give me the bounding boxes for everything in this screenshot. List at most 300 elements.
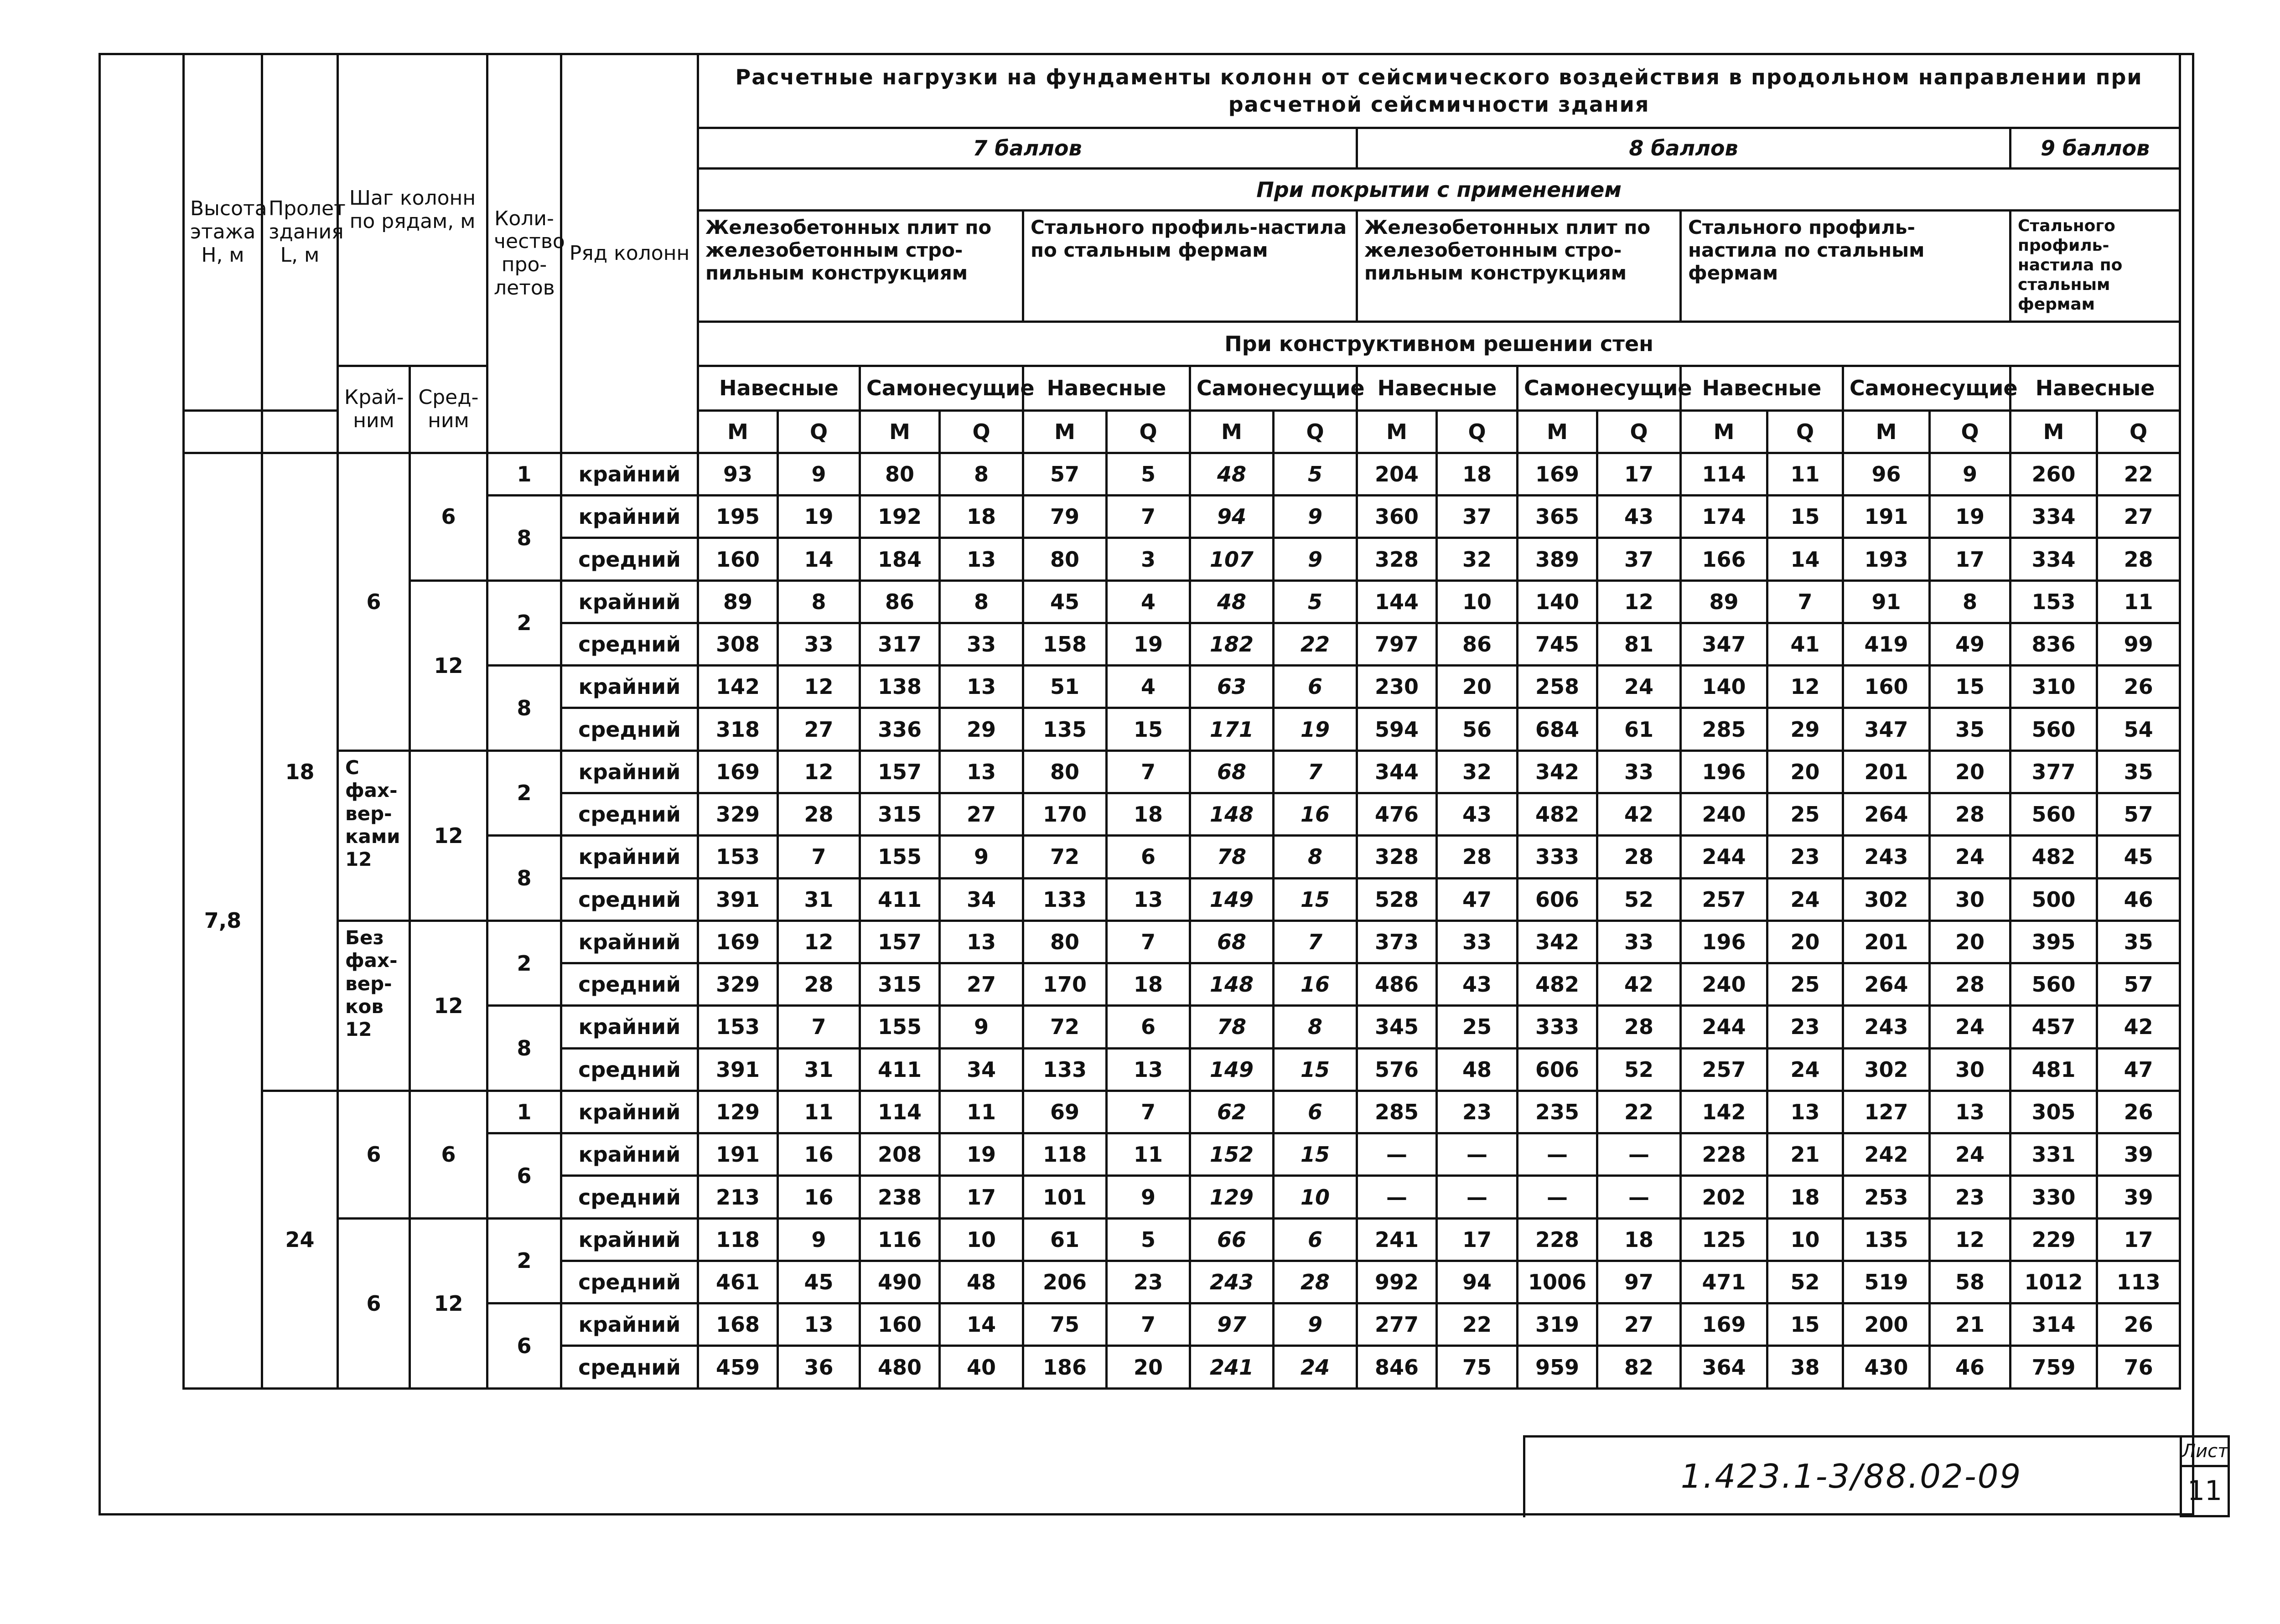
wall-type-2: Самонесущие <box>860 366 1023 410</box>
m-value: 606 <box>1518 878 1597 921</box>
span-24-value: 24 <box>262 1091 338 1388</box>
m-value: 170 <box>1023 793 1107 835</box>
m-value: 78 <box>1190 836 1274 878</box>
q-value: 29 <box>1767 708 1843 750</box>
q-value: 24 <box>1767 1048 1843 1091</box>
m-value: 240 <box>1681 963 1767 1006</box>
q-value: 18 <box>1107 793 1190 835</box>
q-value: 24 <box>1274 1346 1357 1389</box>
q-value: 24 <box>1930 836 2011 878</box>
q-value: 18 <box>1437 453 1518 495</box>
m-value: 377 <box>2011 750 2097 793</box>
m-value: 169 <box>1518 453 1597 495</box>
m-value: 329 <box>698 793 778 835</box>
q-value: 26 <box>2097 1091 2180 1133</box>
q-value: 24 <box>1930 1006 2011 1048</box>
m-value: 160 <box>860 1303 940 1346</box>
q-value: 27 <box>940 793 1023 835</box>
sheet-box <box>2180 1435 2230 1517</box>
m-value: 314 <box>2011 1303 2097 1346</box>
m-value: 202 <box>1681 1176 1767 1218</box>
m-value: 204 <box>1357 453 1437 495</box>
m-value: 480 <box>860 1346 940 1389</box>
q-value: 8 <box>1274 1006 1357 1048</box>
q-value: 5 <box>1274 453 1357 495</box>
q-value: 45 <box>778 1261 860 1303</box>
wall-type-5: Навесные <box>1357 366 1518 410</box>
step-header: Шаг колонн по рядам, м <box>338 54 487 366</box>
q-value: 47 <box>2097 1048 2180 1091</box>
q-value: 33 <box>1597 921 1681 963</box>
column-row-type: средний <box>561 1048 698 1091</box>
q-value: 34 <box>940 1048 1023 1091</box>
m-value: 118 <box>1023 1133 1107 1176</box>
q-value: 35 <box>2097 750 2180 793</box>
step-mid-12-b: 12 <box>410 750 487 921</box>
m-value: 342 <box>1518 750 1597 793</box>
q-value: 58 <box>1930 1261 2011 1303</box>
q-value: 9 <box>940 836 1023 878</box>
m-value: 411 <box>860 1048 940 1091</box>
q-value: 46 <box>2097 878 2180 921</box>
q-value: 7 <box>1767 580 1843 623</box>
q-value: 31 <box>778 1048 860 1091</box>
m-value: 186 <box>1023 1346 1107 1389</box>
q-value: 12 <box>778 750 860 793</box>
q-value: 18 <box>1767 1176 1843 1218</box>
q-value: 16 <box>778 1176 860 1218</box>
q-value: 27 <box>1597 1303 1681 1346</box>
q-value: 40 <box>940 1346 1023 1389</box>
q-value: 15 <box>1274 1133 1357 1176</box>
q-value: 17 <box>1930 538 2011 580</box>
m-value: 243 <box>1843 1006 1930 1048</box>
load-table <box>182 53 2181 1390</box>
q-value: 17 <box>1437 1218 1518 1261</box>
m-value: 253 <box>1843 1176 1930 1218</box>
m-value: 959 <box>1518 1346 1597 1389</box>
q-value: 12 <box>1767 666 1843 708</box>
m-value: 89 <box>1681 580 1767 623</box>
m-value: 459 <box>698 1346 778 1389</box>
m-value: 560 <box>2011 708 2097 750</box>
q-value: — <box>1437 1133 1518 1176</box>
m-value: 334 <box>2011 538 2097 580</box>
q-header: Q <box>1930 410 2011 453</box>
m-value: 142 <box>698 666 778 708</box>
m-value: 481 <box>2011 1048 2097 1091</box>
q-value: 34 <box>940 878 1023 921</box>
q-value: 13 <box>940 666 1023 708</box>
m-value: 144 <box>1357 580 1437 623</box>
q-value: 30 <box>1930 1048 2011 1091</box>
q-value: 8 <box>778 580 860 623</box>
m-value: 846 <box>1357 1346 1437 1389</box>
q-value: 15 <box>1930 666 2011 708</box>
q-value: 9 <box>1107 1176 1190 1218</box>
q-value: 7 <box>778 836 860 878</box>
q-header: Q <box>1437 410 1518 453</box>
m-value: 142 <box>1681 1091 1767 1133</box>
m-value: 196 <box>1681 750 1767 793</box>
q-value: 23 <box>1767 836 1843 878</box>
q-value: 8 <box>940 453 1023 495</box>
m-value: 170 <box>1023 963 1107 1006</box>
m-value: 45 <box>1023 580 1107 623</box>
cover-group-1: Железобетонных плит по железобетонным стро-пильным конструкциям <box>698 210 1023 321</box>
m-value: 184 <box>860 538 940 580</box>
m-value: 745 <box>1518 623 1597 665</box>
m-value: 500 <box>2011 878 2097 921</box>
m-value: 560 <box>2011 793 2097 835</box>
m-value: 576 <box>1357 1048 1437 1091</box>
m-value: 149 <box>1190 878 1274 921</box>
h-unit-spacer <box>184 410 262 453</box>
m-value: 166 <box>1681 538 1767 580</box>
m-value: 135 <box>1843 1218 1930 1261</box>
m-value: 201 <box>1843 921 1930 963</box>
step-mid-12-c: 12 <box>410 921 487 1091</box>
m-value: 594 <box>1357 708 1437 750</box>
m-value: 153 <box>698 836 778 878</box>
m-value: 157 <box>860 921 940 963</box>
m-value: 302 <box>1843 1048 1930 1091</box>
m-value: 155 <box>860 1006 940 1048</box>
q-value: 18 <box>940 496 1023 538</box>
m-value: 285 <box>1681 708 1767 750</box>
q-value: 43 <box>1437 963 1518 1006</box>
m-value: 138 <box>860 666 940 708</box>
step-edge-6-b: 6 <box>338 1091 410 1218</box>
q-value: — <box>1437 1176 1518 1218</box>
document-code: 1.423.1-3/88.02-09 <box>1680 1457 2022 1495</box>
q-header: Q <box>1597 410 1681 453</box>
m-value: 476 <box>1357 793 1437 835</box>
m-value: 129 <box>698 1091 778 1133</box>
q-value: 11 <box>940 1091 1023 1133</box>
m-value: 471 <box>1681 1261 1767 1303</box>
m-value: 360 <box>1357 496 1437 538</box>
m-value: 129 <box>1190 1176 1274 1218</box>
m-value: 347 <box>1843 708 1930 750</box>
m-value: 482 <box>1518 963 1597 1006</box>
q-value: 42 <box>2097 1006 2180 1048</box>
q-value: 24 <box>1930 1133 2011 1176</box>
column-row-type: крайний <box>561 1006 698 1048</box>
m-value: 153 <box>2011 580 2097 623</box>
table-row <box>184 453 2180 495</box>
m-value: 240 <box>1681 793 1767 835</box>
step-mid-6: 6 <box>410 453 487 580</box>
m-value: 118 <box>698 1218 778 1261</box>
column-row-type: средний <box>561 1261 698 1303</box>
column-row-type: средний <box>561 708 698 750</box>
span-count: 2 <box>487 750 561 836</box>
m-value: 169 <box>698 750 778 793</box>
cover-group-4: Стального профиль-настила по стальным фермам <box>1681 210 2011 321</box>
q-value: 9 <box>1274 496 1357 538</box>
m-value: 153 <box>698 1006 778 1048</box>
q-value: 21 <box>1930 1303 2011 1346</box>
q-value: 8 <box>940 580 1023 623</box>
q-value: 28 <box>1437 836 1518 878</box>
column-row-type: средний <box>561 793 698 835</box>
span-count: 8 <box>487 836 561 921</box>
column-row-type: крайний <box>561 580 698 623</box>
m-value: 365 <box>1518 496 1597 538</box>
q-value: 7 <box>1274 750 1357 793</box>
q-value: 99 <box>2097 623 2180 665</box>
m-value: 93 <box>698 453 778 495</box>
m-value: 61 <box>1023 1218 1107 1261</box>
m-value: 315 <box>860 793 940 835</box>
q-value: 97 <box>1597 1261 1681 1303</box>
sheet-label: Лист <box>2182 1438 2228 1467</box>
column-row-type: крайний <box>561 496 698 538</box>
m-value: 244 <box>1681 1006 1767 1048</box>
m-value: 235 <box>1518 1091 1597 1133</box>
m-value: 243 <box>1843 836 1930 878</box>
table-row <box>184 921 2180 963</box>
m-value: 208 <box>860 1133 940 1176</box>
m-value: 200 <box>1843 1303 1930 1346</box>
m-value: 318 <box>698 708 778 750</box>
m-value: 125 <box>1681 1218 1767 1261</box>
m-value: 395 <box>2011 921 2097 963</box>
wall-type-3: Навесные <box>1023 366 1190 410</box>
m-value: 317 <box>860 623 940 665</box>
m-value: 174 <box>1681 496 1767 538</box>
span-count: 2 <box>487 1218 561 1303</box>
seismic-9: 9 баллов <box>2011 128 2180 169</box>
span-count: 8 <box>487 1006 561 1091</box>
m-value: 48 <box>1190 453 1274 495</box>
q-value: 9 <box>1274 538 1357 580</box>
q-value: 25 <box>1767 963 1843 1006</box>
m-value: 430 <box>1843 1346 1930 1389</box>
m-value: 116 <box>860 1218 940 1261</box>
span-count: 2 <box>487 921 561 1006</box>
m-value: 277 <box>1357 1303 1437 1346</box>
m-value: 230 <box>1357 666 1437 708</box>
q-value: 81 <box>1597 623 1681 665</box>
m-value: 158 <box>1023 623 1107 665</box>
m-value: 319 <box>1518 1303 1597 1346</box>
m-value: 347 <box>1681 623 1767 665</box>
m-value: 140 <box>1681 666 1767 708</box>
q-value: 13 <box>778 1303 860 1346</box>
m-value: 133 <box>1023 878 1107 921</box>
m-header: M <box>1357 410 1437 453</box>
m-value: 457 <box>2011 1006 2097 1048</box>
m-value: 193 <box>1843 538 1930 580</box>
q-value: 20 <box>1437 666 1518 708</box>
q-value: 14 <box>778 538 860 580</box>
q-value: 26 <box>2097 1303 2180 1346</box>
table-row <box>184 1091 2180 1133</box>
q-value: 12 <box>778 666 860 708</box>
q-value: 15 <box>1767 1303 1843 1346</box>
m-value: 333 <box>1518 1006 1597 1048</box>
q-value: 4 <box>1107 666 1190 708</box>
row-header: Ряд колонн <box>561 54 698 453</box>
m-value: 606 <box>1518 1048 1597 1091</box>
m-value: 258 <box>1518 666 1597 708</box>
m-value: 389 <box>1518 538 1597 580</box>
step-edge-6: 6 <box>338 453 410 750</box>
sheet-number: 11 <box>2187 1475 2223 1507</box>
m-value: 152 <box>1190 1133 1274 1176</box>
wall-type-7: Навесные <box>1681 366 1843 410</box>
m-value: 1006 <box>1518 1261 1597 1303</box>
m-value: 331 <box>2011 1133 2097 1176</box>
q-value: 11 <box>2097 580 2180 623</box>
q-value: 6 <box>1274 1218 1357 1261</box>
m-value: 72 <box>1023 836 1107 878</box>
q-value: 23 <box>1767 1006 1843 1048</box>
m-value: 1012 <box>2011 1261 2097 1303</box>
m-value: 62 <box>1190 1091 1274 1133</box>
q-value: 32 <box>1437 750 1518 793</box>
q-value: 35 <box>1930 708 2011 750</box>
m-value: 391 <box>698 878 778 921</box>
q-value: 5 <box>1274 580 1357 623</box>
m-value: 490 <box>860 1261 940 1303</box>
q-value: 10 <box>1767 1218 1843 1261</box>
m-value: 68 <box>1190 921 1274 963</box>
q-value: 9 <box>778 1218 860 1261</box>
q-value: 17 <box>2097 1218 2180 1261</box>
q-value: 45 <box>2097 836 2180 878</box>
q-value: 20 <box>1107 1346 1190 1389</box>
q-value: 28 <box>1274 1261 1357 1303</box>
m-value: 94 <box>1190 496 1274 538</box>
m-value: 315 <box>860 963 940 1006</box>
m-value: 242 <box>1843 1133 1930 1176</box>
m-value: 78 <box>1190 1006 1274 1048</box>
q-value: 20 <box>1767 750 1843 793</box>
span-header: Пролет здания L, м <box>262 54 338 411</box>
q-value: 49 <box>1930 623 2011 665</box>
q-value: 35 <box>2097 921 2180 963</box>
m-value: 157 <box>860 750 940 793</box>
m-value: 213 <box>698 1176 778 1218</box>
m-value: 305 <box>2011 1091 2097 1133</box>
m-value: 228 <box>1518 1218 1597 1261</box>
column-row-type: крайний <box>561 453 698 495</box>
q-value: 11 <box>1767 453 1843 495</box>
height-header: Высота этажа H, м <box>184 54 262 411</box>
span-count: 6 <box>487 1303 561 1389</box>
q-value: 7 <box>1107 921 1190 963</box>
q-value: 25 <box>1767 793 1843 835</box>
m-value: 89 <box>698 580 778 623</box>
cover-group-3: Железобетонных плит по железобетонным стро-пильным конструкциям <box>1357 210 1681 321</box>
column-row-type: крайний <box>561 1218 698 1261</box>
m-header: M <box>1681 410 1767 453</box>
q-value: 48 <box>1437 1048 1518 1091</box>
table-row <box>184 580 2180 623</box>
height-value: 7,8 <box>184 453 262 1388</box>
q-value: 7 <box>778 1006 860 1048</box>
m-value: 285 <box>1357 1091 1437 1133</box>
m-value: — <box>1357 1133 1437 1176</box>
m-value: 519 <box>1843 1261 1930 1303</box>
m-value: 345 <box>1357 1006 1437 1048</box>
m-value: 373 <box>1357 921 1437 963</box>
m-value: 192 <box>860 496 940 538</box>
wall-type-4: Самонесущие <box>1190 366 1357 410</box>
q-value: 57 <box>2097 793 2180 835</box>
q-value: 54 <box>2097 708 2180 750</box>
q-value: 30 <box>1930 878 2011 921</box>
m-value: 114 <box>860 1091 940 1133</box>
m-value: 155 <box>860 836 940 878</box>
q-value: 10 <box>1437 580 1518 623</box>
cover-group-2: Стального профиль-настила по стальным фермам <box>1023 210 1357 321</box>
m-value: 135 <box>1023 708 1107 750</box>
q-value: 28 <box>1597 1006 1681 1048</box>
m-value: 127 <box>1843 1091 1930 1133</box>
q-value: 19 <box>1930 496 2011 538</box>
step-edge-fachwerk: С фах-вер-ками 12 <box>338 750 410 921</box>
q-value: 76 <box>2097 1346 2180 1389</box>
wall-type-8: Самонесущие <box>1843 366 2011 410</box>
q-value: 11 <box>778 1091 860 1133</box>
step-mid-6-b: 6 <box>410 1091 487 1218</box>
q-value: 22 <box>2097 453 2180 495</box>
q-value: 42 <box>1597 793 1681 835</box>
q-value: 41 <box>1767 623 1843 665</box>
table-title: Расчетные нагрузки на фундаменты колонн от сейсмического воздействия в продольном направлении при расчетной сейсмичности здания <box>698 54 2180 128</box>
q-value: 20 <box>1930 921 2011 963</box>
q-value: 31 <box>778 878 860 921</box>
q-value: 6 <box>1274 1091 1357 1133</box>
q-value: 20 <box>1930 750 2011 793</box>
m-value: — <box>1518 1176 1597 1218</box>
q-header: Q <box>940 410 1023 453</box>
q-value: 7 <box>1107 496 1190 538</box>
q-value: — <box>1597 1133 1681 1176</box>
q-value: 43 <box>1437 793 1518 835</box>
q-value: 13 <box>940 921 1023 963</box>
column-row-type: крайний <box>561 836 698 878</box>
m-value: 257 <box>1681 878 1767 921</box>
m-value: 229 <box>2011 1218 2097 1261</box>
m-value: 411 <box>860 878 940 921</box>
m-value: 148 <box>1190 963 1274 1006</box>
q-value: 23 <box>1930 1176 2011 1218</box>
l-unit-spacer <box>262 410 338 453</box>
m-value: 91 <box>1843 580 1930 623</box>
m-value: 264 <box>1843 793 1930 835</box>
q-value: 6 <box>1274 666 1357 708</box>
m-value: 759 <box>2011 1346 2097 1389</box>
m-value: 257 <box>1681 1048 1767 1091</box>
column-row-type: средний <box>561 538 698 580</box>
m-value: 51 <box>1023 666 1107 708</box>
q-value: 52 <box>1597 878 1681 921</box>
m-value: 238 <box>860 1176 940 1218</box>
q-value: 15 <box>1107 708 1190 750</box>
q-value: 28 <box>778 793 860 835</box>
m-value: 228 <box>1681 1133 1767 1176</box>
q-value: 16 <box>778 1133 860 1176</box>
m-value: 66 <box>1190 1218 1274 1261</box>
q-value: 19 <box>1274 708 1357 750</box>
wall-header: При конструктивном решении стен <box>698 321 2180 366</box>
q-value: 25 <box>1437 1006 1518 1048</box>
